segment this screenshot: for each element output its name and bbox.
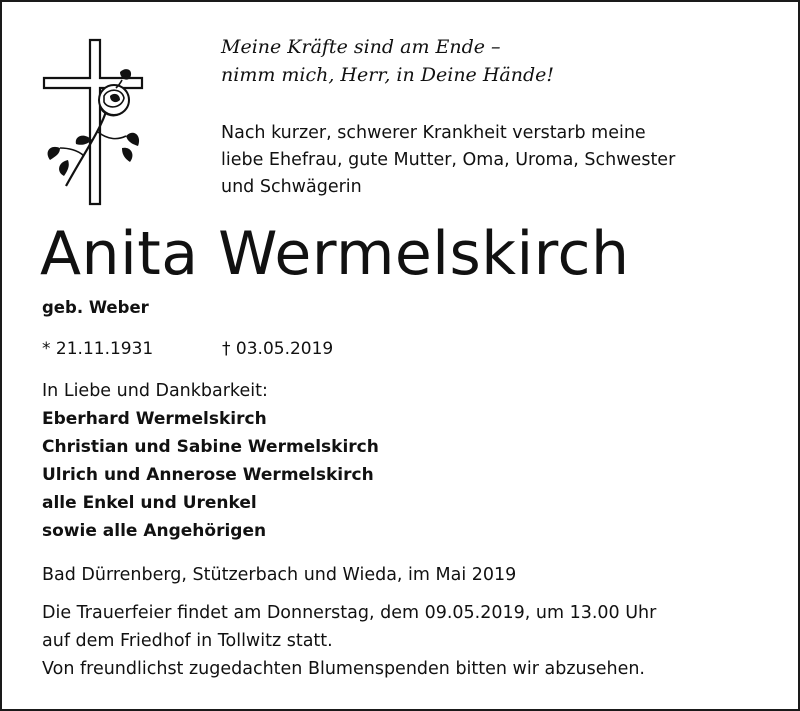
death-date: † 03.05.2019 (222, 339, 334, 359)
intro-line-3: und Schwägerin (221, 177, 362, 197)
funeral-line-3: Von freundlichst zugedachten Blumenspenden bitten wir abzusehen. (42, 659, 645, 679)
intro-line-1: Nach kurzer, schwerer Krankheit verstarb meine (221, 123, 646, 143)
mourner: Eberhard Wermelskirch (42, 409, 267, 429)
thanks-heading: In Liebe und Dankbarkeit: (42, 381, 268, 401)
intro-text (221, 120, 675, 201)
mourner: Ulrich und Annerose Wermelskirch (42, 465, 374, 485)
birth-date: * 21.11.1931 (42, 339, 154, 359)
maiden-name: geb. Weber (42, 298, 149, 317)
funeral-notice (42, 599, 656, 683)
verse-line-1: Meine Kräfte sind am Ende – (221, 36, 501, 58)
verse-line-2: nimm mich, Herr, in Deine Hände! (221, 64, 555, 86)
funeral-line-2: auf dem Friedhof in Tollwitz statt. (42, 631, 333, 651)
mourners-list (42, 405, 379, 545)
cross-with-rose-icon (38, 36, 148, 208)
funeral-line-1: Die Trauerfeier findet am Donnerstag, dem 09.05.2019, um 13.00 Uhr (42, 603, 657, 623)
mourner: sowie alle Angehörigen (42, 521, 267, 541)
bible-verse (221, 33, 554, 89)
life-dates (42, 339, 334, 359)
deceased-name: Anita Wermelskirch (40, 219, 630, 289)
place-and-date: Bad Dürrenberg, Stützerbach und Wieda, im Mai 2019 (42, 565, 517, 585)
mourner: Christian und Sabine Wermelskirch (42, 437, 379, 457)
intro-line-2: liebe Ehefrau, gute Mutter, Oma, Uroma, Schwester (221, 150, 676, 170)
mourner: alle Enkel und Urenkel (42, 493, 257, 513)
